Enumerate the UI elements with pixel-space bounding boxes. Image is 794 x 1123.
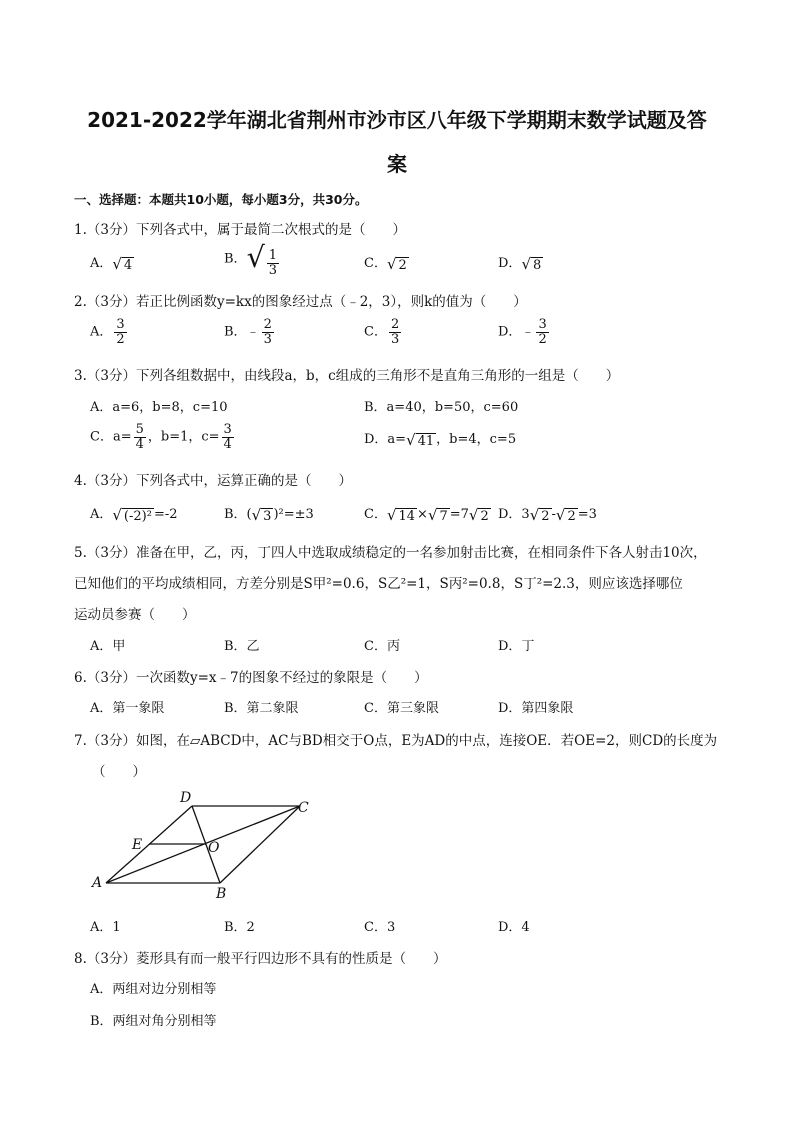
- vertex-label-a: A: [92, 875, 103, 891]
- question-4-option-c: C．√ 14 ×√ 7 =7√ 2: [364, 505, 489, 524]
- question-4-option-a: A．√ (-2)² =-2: [90, 505, 178, 524]
- question-6-stem: 6.（3分）一次函数y=x﹣7的图象不经过的象限是（ ）: [74, 670, 428, 686]
- question-1-stem: 1.（3分）下列各式中，属于最简二次根式的是（ ）: [74, 222, 406, 238]
- question-5-option-b: B．乙: [224, 639, 260, 654]
- question-3-option-a: A．a=6，b=8，c=10: [90, 400, 228, 415]
- question-7-stem-line-2: （ ）: [92, 764, 146, 780]
- question-6-option-b: B．第二象限: [224, 701, 299, 716]
- question-6-option-a: A．第一象限: [90, 701, 165, 716]
- question-3-option-b: B．a=40，b=50，c=60: [364, 400, 519, 415]
- question-4-option-b: B．(√ 3 )²=±3: [224, 505, 314, 524]
- question-1-option-b: B．√ $\frac{1}{3}$: [224, 240, 278, 278]
- question-3-option-d: D．a=√ 41 ，b=4，c=5: [364, 430, 517, 449]
- page-title: 2021-2022学年湖北省荆州市沙市区八年级下学期期末数学试题及答: [87, 108, 707, 132]
- question-7-option-d: D．4: [498, 920, 530, 935]
- vertex-label-d: D: [180, 790, 192, 806]
- question-2-option-b: B．﹣ $\frac{2}{3}$: [224, 317, 272, 347]
- question-8-option-a: A．两组对边分别相等: [90, 982, 217, 997]
- question-4-stem: 4.（3分）下列各式中，运算正确的是（ ）: [74, 473, 352, 489]
- question-3-option-c: C．a= $\frac{5}{4}$ ，b=1，c= $\frac{3}{4}$: [90, 422, 232, 452]
- vertex-label-e: E: [132, 837, 143, 853]
- question-5-option-c: C．丙: [364, 639, 400, 654]
- question-5-stem-line-3: 运动员参赛（ ）: [74, 607, 196, 623]
- question-1-option-a: A．√ 4: [90, 254, 133, 273]
- question-4-option-d: D．3√ 2 -√ 2 =3: [498, 505, 597, 524]
- question-6-option-c: C．第三象限: [364, 701, 439, 716]
- question-6-option-d: D．第四象限: [498, 701, 574, 716]
- vertex-label-o: O: [208, 840, 220, 856]
- page-title-continued: 案: [387, 152, 407, 176]
- question-7-stem-line-1: 7.（3分）如图，在▱ABCD中，AC与BD相交于O点，E为AD的中点，连接OE．若OE=2，则CD的长度为: [74, 733, 718, 749]
- vertex-label-c: C: [298, 800, 309, 816]
- question-1-option-d: D．√ 8: [498, 254, 542, 273]
- vertex-label-b: B: [216, 886, 227, 902]
- question-7-option-a: A．1: [90, 920, 121, 935]
- question-2-option-d: D．﹣ $\frac{3}{2}$: [498, 317, 547, 347]
- question-5-stem-line-2: 已知他们的平均成绩相同，方差分别是S甲²=0.6，S乙²=1，S丙²=0.8，S丁²=2.3，则应该选择哪位: [74, 576, 683, 592]
- question-5-option-d: D．丁: [498, 639, 535, 654]
- question-8-stem: 8.（3分）菱形具有而一般平行四边形不具有的性质是（ ）: [74, 951, 447, 967]
- section-heading: 一、选择题：本题共10小题，每小题3分，共30分。: [74, 192, 368, 207]
- question-3-stem: 3.（3分）下列各组数据中，由线段a，b，c组成的三角形不是直角三角形的一组是（ ）: [74, 368, 620, 384]
- question-2-option-c: C． $\frac{2}{3}$: [364, 317, 400, 347]
- question-5-stem-line-1: 5.（3分）准备在甲，乙，丙，丁四人中选取成绩稳定的一名参加射击比赛，在相同条件下各人射击10次，: [74, 545, 707, 561]
- question-2-stem: 2.（3分）若正比例函数y=kx的图象经过点（﹣2，3），则k的值为（ ）: [74, 294, 527, 310]
- question-8-option-b: B．两组对角分别相等: [90, 1014, 217, 1029]
- question-2-option-a: A． $\frac{3}{2}$: [90, 317, 125, 347]
- segment-cb: [220, 806, 300, 883]
- question-7-option-b: B．2: [224, 920, 255, 935]
- question-1-option-c: C．√ 2: [364, 254, 407, 273]
- question-5-option-a: A．甲: [90, 639, 126, 654]
- question-7-option-c: C．3: [364, 920, 396, 935]
